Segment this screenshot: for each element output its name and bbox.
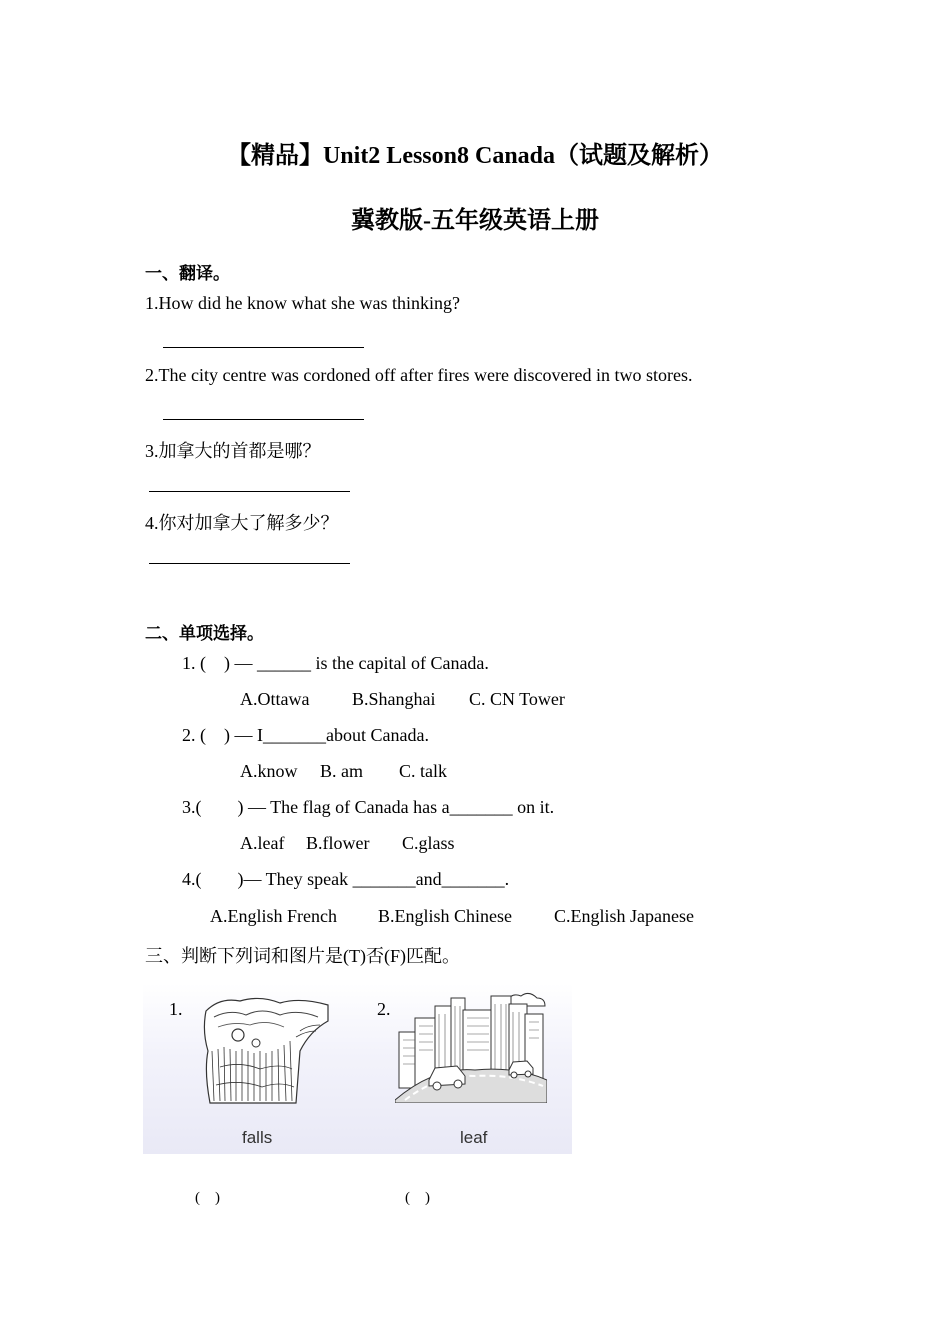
document-subtitle: 冀教版-五年级英语上册 xyxy=(351,208,599,234)
translate-item-3: 3.加拿大的首都是哪？ xyxy=(145,441,321,461)
answer-paren-1[interactable]: ( ) xyxy=(195,1190,220,1206)
picture-word-1: falls xyxy=(242,1128,273,1147)
mc-q2-option-a[interactable]: A.know xyxy=(240,761,298,781)
city-illustration xyxy=(395,988,547,1103)
mc-q4-option-a[interactable]: A.English French xyxy=(210,906,337,926)
mc-q2-option-c[interactable]: C. talk xyxy=(399,761,447,781)
picture-panel xyxy=(143,983,572,1154)
mc-question-3: 3.( ) — The flag of Canada has a_______ on it. xyxy=(182,797,555,817)
section2-heading: 二、单项选择。 xyxy=(145,624,264,643)
translate-item-2: 2.The city centre was cordoned off after fires were discovered in two stores. xyxy=(145,365,693,385)
section3-heading: 三、判断下列词和图片是(T)否(F)匹配。 xyxy=(145,946,460,966)
answer-paren-2[interactable]: ( ) xyxy=(405,1190,430,1206)
mc-question-1: 1. ( ) — ______ is the capital of Canada. xyxy=(182,653,489,673)
answer-blank-1[interactable] xyxy=(163,347,364,348)
document-title: 【精品】Unit2 Lesson8 Canada（试题及解析） xyxy=(226,143,724,169)
translate-item-1: 1.How did he know what she was thinking? xyxy=(145,293,460,313)
mc-q1-option-a[interactable]: A.Ottawa xyxy=(240,689,310,709)
picture-number-1: 1. xyxy=(169,999,183,1019)
answer-blank-2[interactable] xyxy=(163,419,364,420)
mc-question-2: 2. ( ) — I_______about Canada. xyxy=(182,725,429,745)
mc-q2-option-b[interactable]: B. am xyxy=(320,761,363,781)
mc-q4-option-c[interactable]: C.English Japanese xyxy=(554,906,694,926)
picture-number-2: 2. xyxy=(377,999,391,1019)
mc-q1-option-c[interactable]: C. CN Tower xyxy=(469,689,565,709)
mc-q1-option-b[interactable]: B.Shanghai xyxy=(352,689,436,709)
translate-item-4: 4.你对加拿大了解多少？ xyxy=(145,513,339,533)
waterfall-illustration xyxy=(200,991,330,1106)
picture-word-2: leaf xyxy=(460,1128,488,1147)
mc-question-4: 4.( )— They speak _______and_______. xyxy=(182,869,510,889)
section1-heading: 一、翻译。 xyxy=(145,264,230,283)
answer-blank-4[interactable] xyxy=(149,563,350,564)
mc-q4-option-b[interactable]: B.English Chinese xyxy=(378,906,512,926)
answer-blank-3[interactable] xyxy=(149,491,350,492)
mc-q3-option-b[interactable]: B.flower xyxy=(306,833,370,853)
mc-q3-option-a[interactable]: A.leaf xyxy=(240,833,285,853)
mc-q3-option-c[interactable]: C.glass xyxy=(402,833,455,853)
